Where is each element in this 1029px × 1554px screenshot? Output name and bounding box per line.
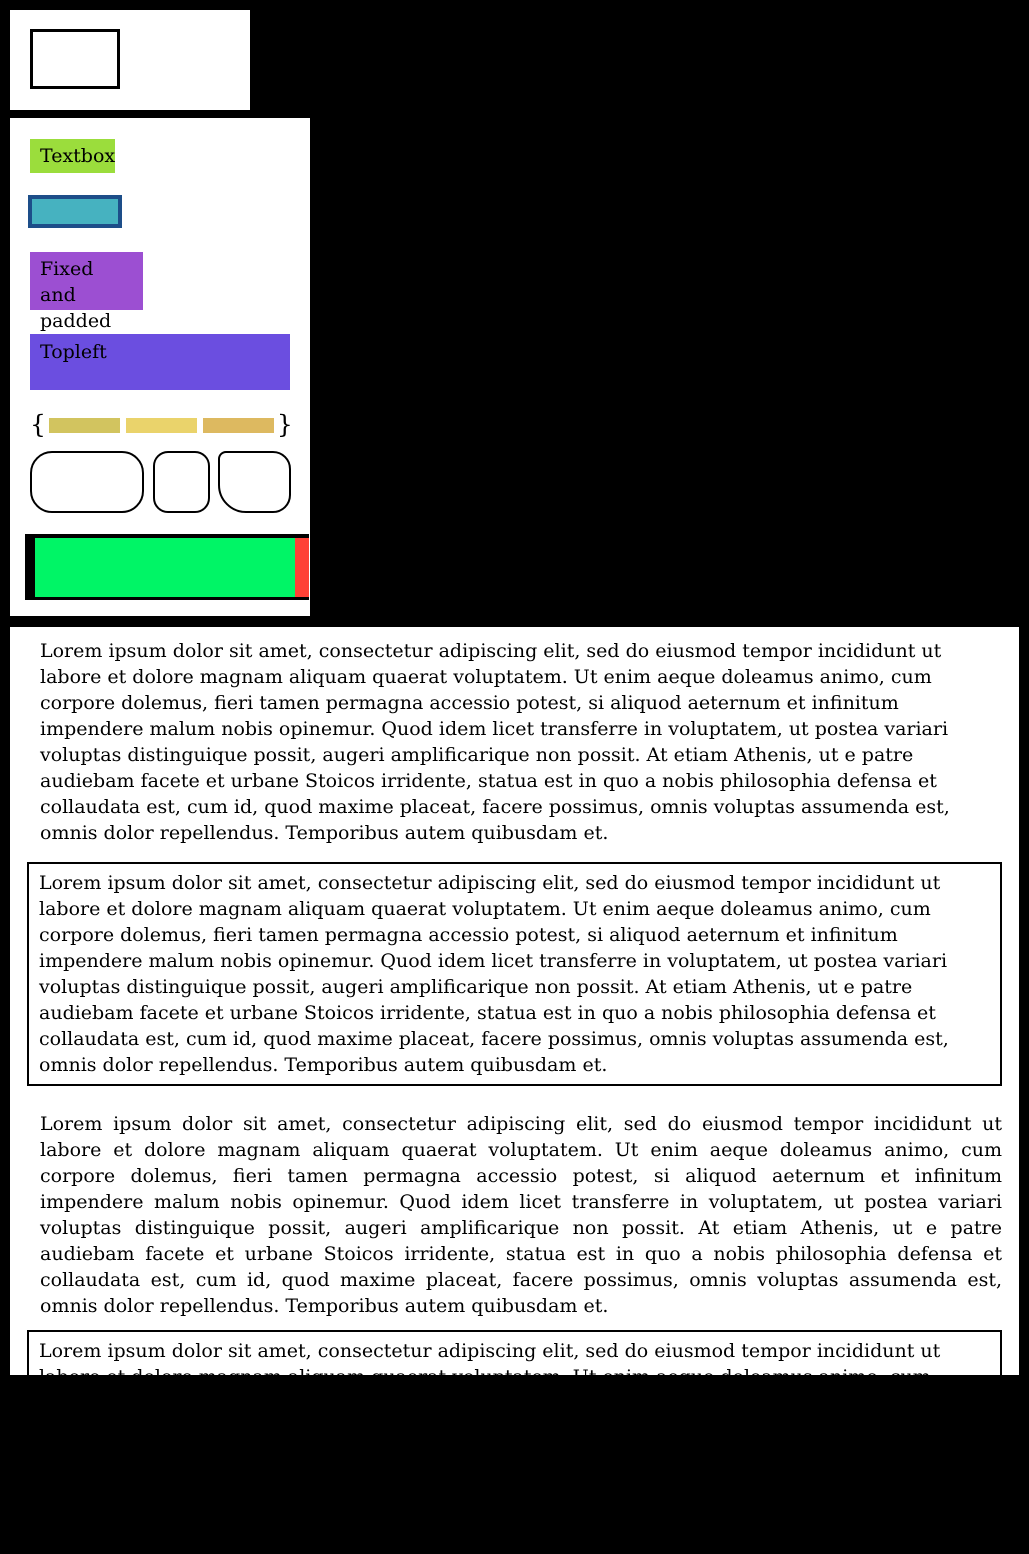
meter-bar bbox=[25, 534, 309, 600]
meter-fill bbox=[35, 538, 295, 597]
topleft-widget bbox=[30, 334, 290, 390]
topleft-label: Topleft bbox=[40, 341, 107, 363]
rounded-boxes-row bbox=[30, 451, 291, 513]
rounded-box-1 bbox=[30, 451, 144, 513]
paragraph-boxed-1: Lorem ipsum dolor sit amet, consectetur adipiscing elit, sed do eiusmod tempor incididunt ut labore et dolore magnam aliquam quaerat voluptatem. Ut enim aeque doleamus animo, cum corpore dolemus, fieri tamen permagna accessio potest, si aliquod aeternum et infinitum impendere malum nobis opinemur. Quod idem licet transferre in voluptatem, ut postea variari voluptas distinguique possit, augeri amplificarique non possit. At etiam Athenis, ut e patre audiebam facete et urbane Stoicos irridente, statua est in quo a nobis philosophia defensa et collaudata est, cum id, quod maxime placeat, facere possimus, omnis voluptas assumenda est, omnis dolor repellendus. Temporibus autem quibusdam et. bbox=[27, 862, 1002, 1086]
top-panel bbox=[10, 10, 250, 110]
outlined-box bbox=[30, 29, 120, 89]
fixed-padded-widget bbox=[30, 252, 143, 332]
inline-bars-row bbox=[30, 406, 293, 444]
inline-bar-3 bbox=[203, 418, 274, 433]
rounded-box-3 bbox=[218, 451, 291, 513]
open-brace: { bbox=[30, 410, 46, 439]
paragraph-boxed-2: Lorem ipsum dolor sit amet, consectetur adipiscing elit, sed do eiusmod tempor incididunt ut labore et dolore magnam aliquam quaerat voluptatem. Ut enim aeque doleamus animo, cum corpore dolemus, fieri tamen permagna accessio potest, si aliquod aeternum et infinitum impendere malum nobis opinemur. Quod idem licet transferre in voluptatem, ut postea variari voluptas distinguique possit, augeri amplificarique non possit. At etiam Athenis, ut e patre audiebam facete et urbane Stoicos irridente, statua est in quo a nobis philosophia defensa et collaudata est, cum id, quod maxime placeat, facere possimus, omnis voluptas assumenda est, omnis dolor repellendus. Temporibus autem quibusdam et. bbox=[27, 1330, 1002, 1554]
fixed-padded-label: Fixed and padded bbox=[40, 258, 112, 332]
paragraph-justified: Lorem ipsum dolor sit amet, consectetur adipiscing elit, sed do eiusmod tempor incididunt ut labore et dolore magnam aliquam quaerat voluptatem. Ut enim aeque doleamus animo, cum corpore dolemus, fieri tamen permagna accessio potest, si aliquod aeternum et infinitum impendere malum nobis opinemur. Quod idem licet transferre in voluptatem, ut postea variari voluptas distinguique possit, augeri amplificarique non possit. At etiam Athenis, ut e patre audiebam facete et urbane Stoicos irridente, statua est in quo a nobis philosophia defensa et collaudata est, cum id, quod maxime placeat, facere possimus, omnis voluptas assumenda est, omnis dolor repellendus. Temporibus autem quibusdam et. bbox=[40, 1113, 1002, 1317]
meter-tip bbox=[295, 538, 309, 597]
paragraph-plain: Lorem ipsum dolor sit amet, consectetur adipiscing elit, sed do eiusmod tempor incididunt ut labore et dolore magnam aliquam quaerat voluptatem. Ut enim aeque doleamus animo, cum corpore dolemus, fieri tamen permagna accessio potest, si aliquod aeternum et infinitum impendere malum nobis opinemur. Quod idem licet transferre in voluptatem, ut postea variari voluptas distinguique possit, augeri amplificarique non possit. At etiam Athenis, ut e patre audiebam facete et urbane Stoicos irridente, statua est in quo a nobis philosophia defensa et collaudata est, cum id, quod maxime placeat, facere possimus, omnis voluptas assumenda est, omnis dolor repellendus. Temporibus autem quibusdam et. bbox=[40, 640, 950, 844]
widgets-panel bbox=[10, 118, 310, 616]
close-brace: } bbox=[276, 410, 293, 439]
inline-bar-2 bbox=[126, 418, 197, 433]
textbox-label: Textbox bbox=[40, 145, 116, 167]
inline-bar-1 bbox=[49, 418, 120, 433]
input-box-widget bbox=[28, 195, 122, 228]
content-panel bbox=[10, 627, 1019, 1544]
rounded-box-2 bbox=[153, 451, 210, 513]
textbox-widget bbox=[30, 139, 115, 173]
